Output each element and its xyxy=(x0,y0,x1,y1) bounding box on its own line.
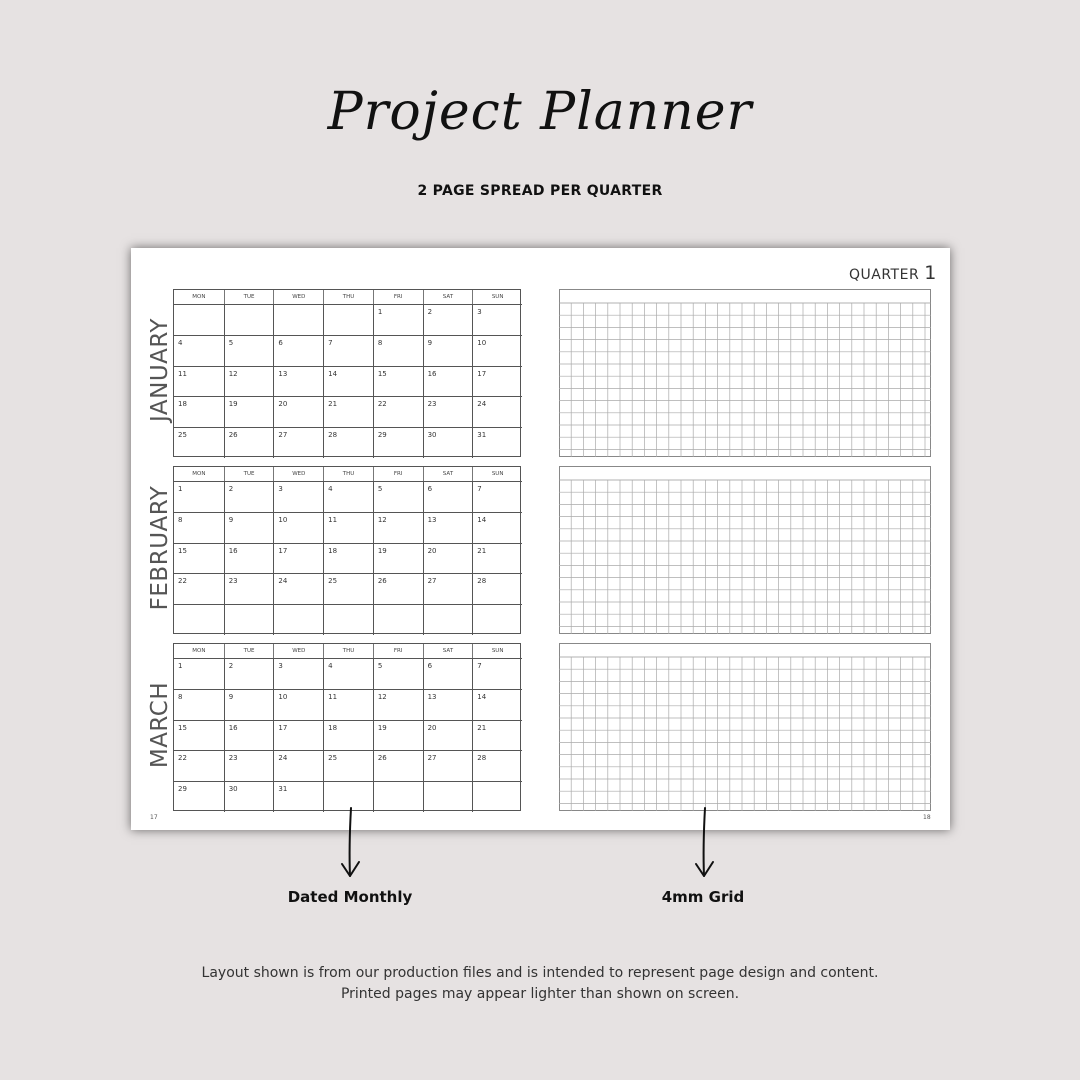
day-cell: 16 xyxy=(224,720,274,751)
day-cell: 16 xyxy=(224,543,274,574)
day-cell xyxy=(224,304,274,335)
day-cell: 24 xyxy=(273,573,323,604)
day-cell: 17 xyxy=(273,543,323,574)
day-cell xyxy=(273,304,323,335)
day-cell: 19 xyxy=(373,543,423,574)
day-cell xyxy=(174,304,224,335)
day-cell xyxy=(323,304,373,335)
weekday-header: WED xyxy=(273,644,323,658)
day-cell: 7 xyxy=(323,335,373,366)
day-cell: 12 xyxy=(373,512,423,543)
day-cell: 28 xyxy=(323,427,373,458)
day-cell: 15 xyxy=(373,366,423,397)
weekday-header: FRI xyxy=(373,467,423,481)
footer-line-2: Printed pages may appear lighter than shown on screen. xyxy=(340,986,740,1002)
day-cell: 21 xyxy=(472,543,522,574)
day-cell: 24 xyxy=(472,396,522,427)
day-cell: 18 xyxy=(174,396,224,427)
day-cell: 14 xyxy=(323,366,373,397)
day-cell: 3 xyxy=(273,481,323,512)
day-cell: 12 xyxy=(373,689,423,720)
day-cell: 14 xyxy=(472,512,522,543)
day-cell: 29 xyxy=(174,781,224,812)
day-cell: 31 xyxy=(472,427,522,458)
day-cell: 8 xyxy=(373,335,423,366)
day-cell: 1 xyxy=(174,481,224,512)
day-cell: 24 xyxy=(273,750,323,781)
day-cell: 2 xyxy=(224,481,274,512)
day-cell: 15 xyxy=(174,543,224,574)
weekday-header: WED xyxy=(273,467,323,481)
calendar-february xyxy=(173,466,521,634)
day-cell: 16 xyxy=(423,366,473,397)
day-cell: 29 xyxy=(373,427,423,458)
day-cell xyxy=(423,781,473,812)
day-cell: 11 xyxy=(323,512,373,543)
day-cell: 9 xyxy=(224,689,274,720)
day-cell xyxy=(423,604,473,635)
calendar-january xyxy=(173,289,521,457)
day-cell xyxy=(373,781,423,812)
grid-lines xyxy=(559,466,931,634)
day-cell: 23 xyxy=(423,396,473,427)
day-cell: 5 xyxy=(224,335,274,366)
arrow-down-icon xyxy=(692,806,716,880)
day-cell: 7 xyxy=(472,481,522,512)
day-cell: 2 xyxy=(423,304,473,335)
weekday-header: FRI xyxy=(373,290,423,304)
quarter-number: 1 xyxy=(924,262,937,284)
weekday-header: SAT xyxy=(423,467,473,481)
month-label-march: MARCH xyxy=(147,681,173,769)
day-cell: 11 xyxy=(174,366,224,397)
day-cell: 3 xyxy=(273,658,323,689)
day-cell xyxy=(472,604,522,635)
page-subtitle: 2 PAGE SPREAD PER QUARTER xyxy=(417,183,663,199)
weekday-header: THU xyxy=(323,467,373,481)
day-cell: 27 xyxy=(423,573,473,604)
day-cell: 20 xyxy=(423,720,473,751)
day-cell: 1 xyxy=(373,304,423,335)
day-cell: 25 xyxy=(323,573,373,604)
weekday-header: MON xyxy=(192,648,206,654)
day-cell: 13 xyxy=(273,366,323,397)
day-cell: 25 xyxy=(174,427,224,458)
day-cell: 18 xyxy=(323,543,373,574)
day-cell: 23 xyxy=(224,750,274,781)
day-cell: 3 xyxy=(472,304,522,335)
day-cell: 5 xyxy=(373,481,423,512)
day-cell: 21 xyxy=(472,720,522,751)
weekday-header: SAT xyxy=(423,290,473,304)
quarter-label: QUARTER xyxy=(849,267,920,283)
month-label-february: FEBRUARY xyxy=(147,485,173,611)
day-cell: 4 xyxy=(174,335,224,366)
day-cell: 17 xyxy=(472,366,522,397)
day-cell xyxy=(174,604,224,635)
grid-lines xyxy=(559,289,931,457)
weekday-header: MON xyxy=(192,471,206,477)
footer-note xyxy=(0,963,1080,1005)
day-cell: 7 xyxy=(472,658,522,689)
day-cell: 21 xyxy=(323,396,373,427)
grid-panel-3 xyxy=(559,643,931,811)
day-cell: 9 xyxy=(224,512,274,543)
day-cell: 11 xyxy=(323,689,373,720)
day-cell: 19 xyxy=(373,720,423,751)
day-cell: 31 xyxy=(273,781,323,812)
weekday-header: TUE xyxy=(224,467,274,481)
day-cell: 26 xyxy=(373,750,423,781)
day-cell: 27 xyxy=(273,427,323,458)
weekday-header: MON xyxy=(192,294,206,300)
day-cell: 8 xyxy=(174,689,224,720)
day-cell: 19 xyxy=(224,396,274,427)
day-cell: 8 xyxy=(174,512,224,543)
day-cell: 6 xyxy=(423,658,473,689)
footer-line-1: Layout shown is from our production files and is intended to represent page design and content. xyxy=(201,965,879,981)
weekday-header: FRI xyxy=(373,644,423,658)
day-cell: 1 xyxy=(174,658,224,689)
day-cell: 6 xyxy=(423,481,473,512)
day-cell: 10 xyxy=(472,335,522,366)
arrow-down-icon xyxy=(338,806,362,880)
page-number-left: 17 xyxy=(150,814,158,821)
day-cell: 26 xyxy=(373,573,423,604)
day-cell: 26 xyxy=(224,427,274,458)
day-cell: 15 xyxy=(174,720,224,751)
weekday-header: SUN xyxy=(472,290,522,304)
day-cell: 13 xyxy=(423,512,473,543)
day-cell: 12 xyxy=(224,366,274,397)
day-cell: 27 xyxy=(423,750,473,781)
day-cell xyxy=(323,604,373,635)
day-cell: 9 xyxy=(423,335,473,366)
day-cell: 4 xyxy=(323,481,373,512)
day-cell: 10 xyxy=(273,512,323,543)
grid-lines xyxy=(559,643,931,811)
day-cell: 20 xyxy=(273,396,323,427)
day-cell xyxy=(273,604,323,635)
day-cell: 6 xyxy=(273,335,323,366)
day-cell: 30 xyxy=(423,427,473,458)
weekday-header: SAT xyxy=(423,644,473,658)
day-cell: 4 xyxy=(323,658,373,689)
day-cell: 30 xyxy=(224,781,274,812)
grid-panel-2 xyxy=(559,466,931,634)
day-cell: 28 xyxy=(472,750,522,781)
month-label-january: JANUARY xyxy=(147,318,173,422)
weekday-header: TUE xyxy=(224,644,274,658)
day-cell: 22 xyxy=(174,573,224,604)
day-cell: 28 xyxy=(472,573,522,604)
weekday-header: SUN xyxy=(472,467,522,481)
page-title: Project Planner xyxy=(327,82,753,142)
grid-panel-1 xyxy=(559,289,931,457)
day-cell: 14 xyxy=(472,689,522,720)
caption-grid: 4mm Grid xyxy=(661,888,745,906)
day-cell: 17 xyxy=(273,720,323,751)
day-cell xyxy=(224,604,274,635)
weekday-header: THU xyxy=(323,290,373,304)
day-cell xyxy=(373,604,423,635)
day-cell: 22 xyxy=(174,750,224,781)
day-cell: 2 xyxy=(224,658,274,689)
day-cell: 20 xyxy=(423,543,473,574)
weekday-header: SUN xyxy=(472,644,522,658)
day-cell: 13 xyxy=(423,689,473,720)
weekday-header: THU xyxy=(323,644,373,658)
day-cell: 25 xyxy=(323,750,373,781)
caption-dated-monthly: Dated Monthly xyxy=(287,888,413,906)
page-number-right: 18 xyxy=(923,814,931,821)
weekday-header: WED xyxy=(273,290,323,304)
weekday-header: TUE xyxy=(224,290,274,304)
day-cell: 18 xyxy=(323,720,373,751)
day-cell: 23 xyxy=(224,573,274,604)
day-cell: 10 xyxy=(273,689,323,720)
calendar-march xyxy=(173,643,521,811)
day-cell: 5 xyxy=(373,658,423,689)
day-cell: 22 xyxy=(373,396,423,427)
quarter-heading xyxy=(849,262,939,284)
day-cell xyxy=(472,781,522,812)
